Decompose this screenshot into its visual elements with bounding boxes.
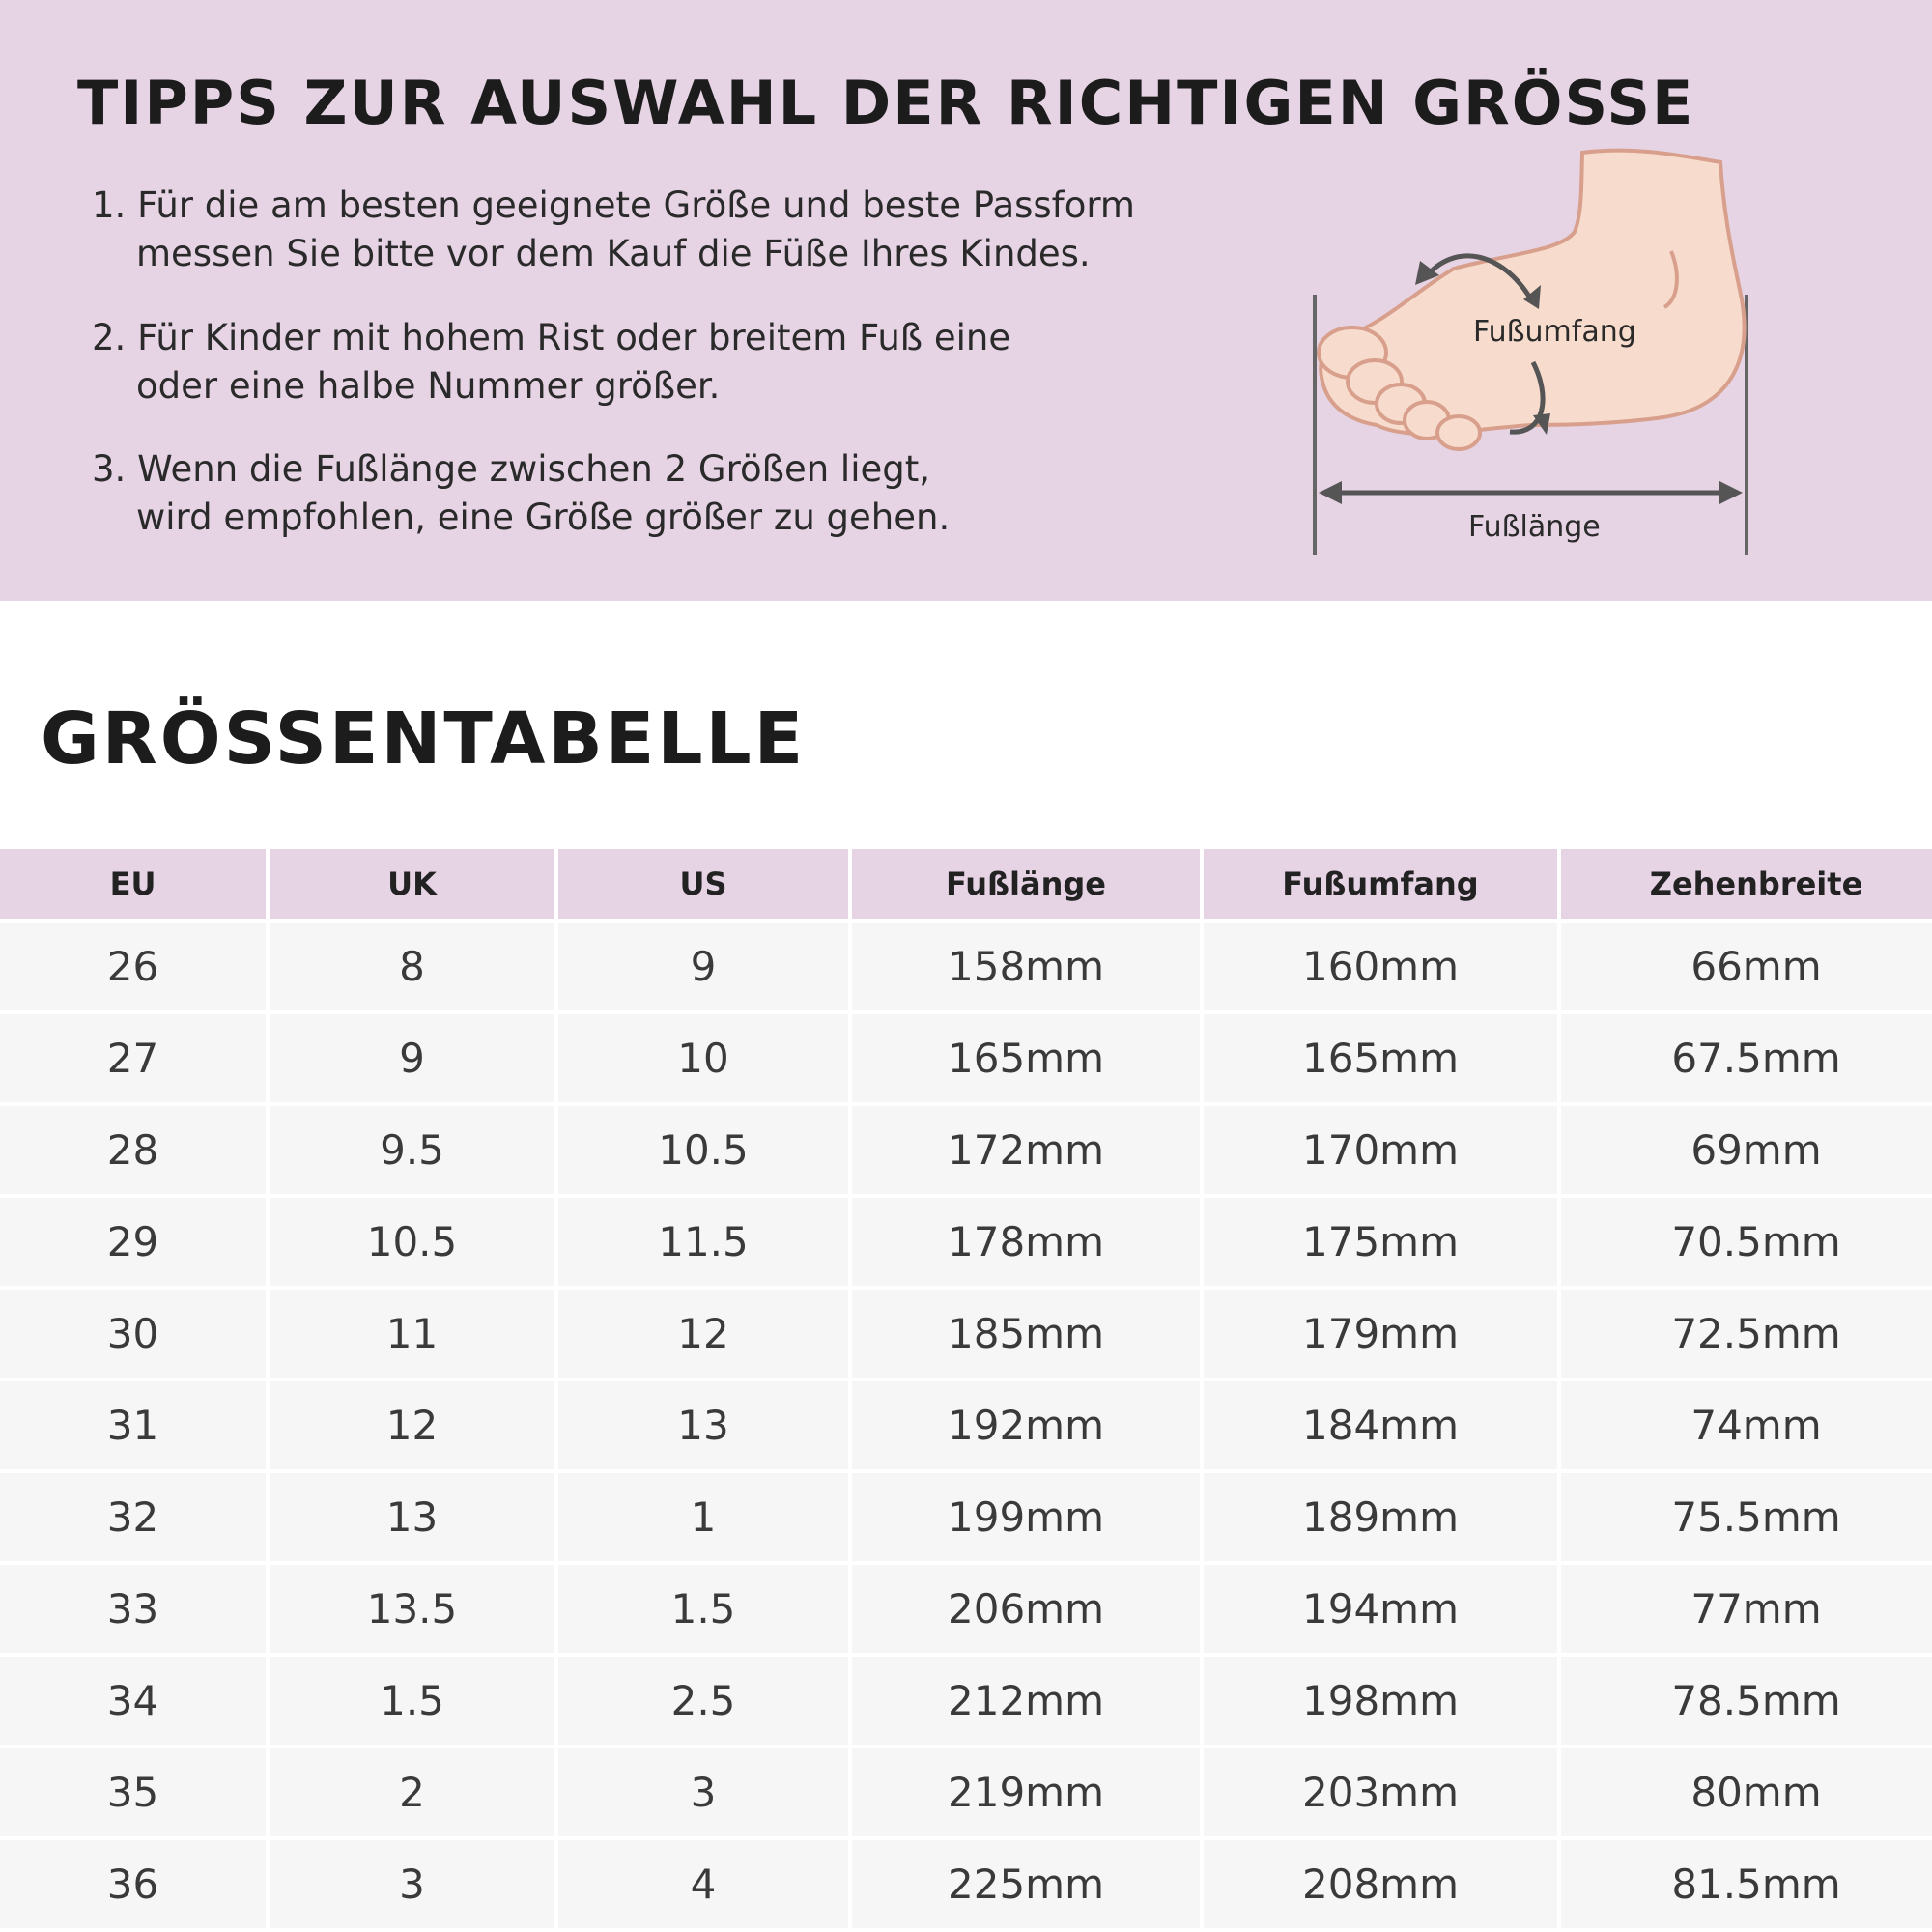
length-arrowhead-left xyxy=(1319,481,1342,504)
cell-foot-circumference: 170mm xyxy=(1204,1106,1557,1194)
cell-eu: 35 xyxy=(0,1748,266,1836)
header-eu: EU xyxy=(0,849,266,919)
header-toe-width: Zehenbreite xyxy=(1561,849,1932,919)
table-row xyxy=(0,1473,1932,1561)
cell-foot-length: 225mm xyxy=(852,1840,1200,1928)
cell-eu: 27 xyxy=(0,1014,266,1102)
foot-measurement-diagram xyxy=(1309,145,1768,560)
header-us: US xyxy=(558,849,848,919)
cell-toe-width: 77mm xyxy=(1561,1565,1932,1653)
cell-toe-width: 80mm xyxy=(1561,1748,1932,1836)
length-label: Fußlänge xyxy=(1468,510,1601,544)
tip-2-line-2: oder eine halbe Nummer größer. xyxy=(136,365,721,407)
cell-eu: 32 xyxy=(0,1473,266,1561)
cell-toe-width: 72.5mm xyxy=(1561,1290,1932,1378)
cell-eu: 31 xyxy=(0,1381,266,1469)
cell-foot-circumference: 198mm xyxy=(1204,1657,1557,1745)
cell-us: 13 xyxy=(558,1381,848,1469)
cell-foot-circumference: 203mm xyxy=(1204,1748,1557,1836)
cell-eu: 30 xyxy=(0,1290,266,1378)
cell-us: 1.5 xyxy=(558,1565,848,1653)
circumference-label: Fußumfang xyxy=(1473,315,1636,349)
tip-item-1 xyxy=(92,182,1135,278)
cell-us: 9 xyxy=(558,923,848,1010)
table-row xyxy=(0,923,1932,1010)
cell-foot-length: 219mm xyxy=(852,1748,1200,1836)
cell-foot-circumference: 208mm xyxy=(1204,1840,1557,1928)
cell-toe-width: 67.5mm xyxy=(1561,1014,1932,1102)
cell-foot-length: 206mm xyxy=(852,1565,1200,1653)
cell-foot-circumference: 189mm xyxy=(1204,1473,1557,1561)
header-foot-length: Fußlänge xyxy=(852,849,1200,919)
cell-eu: 26 xyxy=(0,923,266,1010)
tip-item-3 xyxy=(92,445,950,542)
cell-uk: 10.5 xyxy=(270,1198,554,1286)
cell-toe-width: 69mm xyxy=(1561,1106,1932,1194)
cell-us: 10 xyxy=(558,1014,848,1102)
tip-3-line-2: wird empfohlen, eine Größe größer zu gehen. xyxy=(136,497,951,538)
cell-foot-length: 192mm xyxy=(852,1381,1200,1469)
cell-us: 2.5 xyxy=(558,1657,848,1745)
cell-foot-length: 165mm xyxy=(852,1014,1200,1102)
tip-1-line-1: 1. Für die am besten geeignete Größe und beste Passform xyxy=(92,185,1135,226)
cell-eu: 28 xyxy=(0,1106,266,1194)
table-row xyxy=(0,1381,1932,1469)
cell-uk: 12 xyxy=(270,1381,554,1469)
table-row xyxy=(0,1748,1932,1836)
table-row xyxy=(0,1198,1932,1286)
tip-2-line-1: 2. Für Kinder mit hohem Rist oder breitem Fuß eine xyxy=(92,317,1011,358)
foot-illustration xyxy=(1309,145,1768,560)
cell-uk: 8 xyxy=(270,923,554,1010)
cell-eu: 29 xyxy=(0,1198,266,1286)
tips-title: TIPPS ZUR AUSWAHL DER RICHTIGEN GRÖSSE xyxy=(77,68,1695,138)
cell-uk: 13 xyxy=(270,1473,554,1561)
cell-toe-width: 75.5mm xyxy=(1561,1473,1932,1561)
cell-foot-length: 199mm xyxy=(852,1473,1200,1561)
cell-uk: 3 xyxy=(270,1840,554,1928)
cell-uk: 9.5 xyxy=(270,1106,554,1194)
cell-toe-width: 78.5mm xyxy=(1561,1657,1932,1745)
cell-foot-circumference: 175mm xyxy=(1204,1198,1557,1286)
cell-eu: 33 xyxy=(0,1565,266,1653)
table-header-row xyxy=(0,849,1932,919)
table-row xyxy=(0,1014,1932,1102)
table-row xyxy=(0,1657,1932,1745)
cell-toe-width: 81.5mm xyxy=(1561,1840,1932,1928)
cell-uk: 11 xyxy=(270,1290,554,1378)
table-body xyxy=(0,923,1932,1928)
tips-section xyxy=(0,0,1932,601)
cell-foot-circumference: 179mm xyxy=(1204,1290,1557,1378)
cell-foot-length: 158mm xyxy=(852,923,1200,1010)
cell-uk: 2 xyxy=(270,1748,554,1836)
cell-foot-length: 212mm xyxy=(852,1657,1200,1745)
cell-foot-circumference: 165mm xyxy=(1204,1014,1557,1102)
length-arrowhead-right xyxy=(1719,481,1743,504)
tip-item-2 xyxy=(92,314,1010,411)
cell-uk: 13.5 xyxy=(270,1565,554,1653)
cell-uk: 1.5 xyxy=(270,1657,554,1745)
cell-foot-circumference: 194mm xyxy=(1204,1565,1557,1653)
tip-1-line-2: messen Sie bitte vor dem Kauf die Füße Ihres Kindes. xyxy=(136,233,1091,274)
cell-eu: 36 xyxy=(0,1840,266,1928)
header-uk: UK xyxy=(270,849,554,919)
cell-toe-width: 74mm xyxy=(1561,1381,1932,1469)
cell-foot-circumference: 184mm xyxy=(1204,1381,1557,1469)
cell-us: 12 xyxy=(558,1290,848,1378)
cell-foot-length: 178mm xyxy=(852,1198,1200,1286)
cell-us: 10.5 xyxy=(558,1106,848,1194)
cell-uk: 9 xyxy=(270,1014,554,1102)
table-row xyxy=(0,1106,1932,1194)
cell-us: 1 xyxy=(558,1473,848,1561)
table-row xyxy=(0,1290,1932,1378)
size-chart-title: GRÖSSENTABELLE xyxy=(41,697,807,781)
cell-foot-length: 185mm xyxy=(852,1290,1200,1378)
table-row xyxy=(0,1840,1932,1928)
cell-toe-width: 66mm xyxy=(1561,923,1932,1010)
tip-3-line-1: 3. Wenn die Fußlänge zwischen 2 Größen liegt, xyxy=(92,448,931,490)
toe-5 xyxy=(1437,416,1480,449)
header-foot-circumference: Fußumfang xyxy=(1204,849,1557,919)
cell-foot-length: 172mm xyxy=(852,1106,1200,1194)
size-table xyxy=(0,845,1932,1932)
cell-us: 11.5 xyxy=(558,1198,848,1286)
cell-us: 4 xyxy=(558,1840,848,1928)
cell-eu: 34 xyxy=(0,1657,266,1745)
cell-us: 3 xyxy=(558,1748,848,1836)
cell-toe-width: 70.5mm xyxy=(1561,1198,1932,1286)
table-row xyxy=(0,1565,1932,1653)
cell-foot-circumference: 160mm xyxy=(1204,923,1557,1010)
